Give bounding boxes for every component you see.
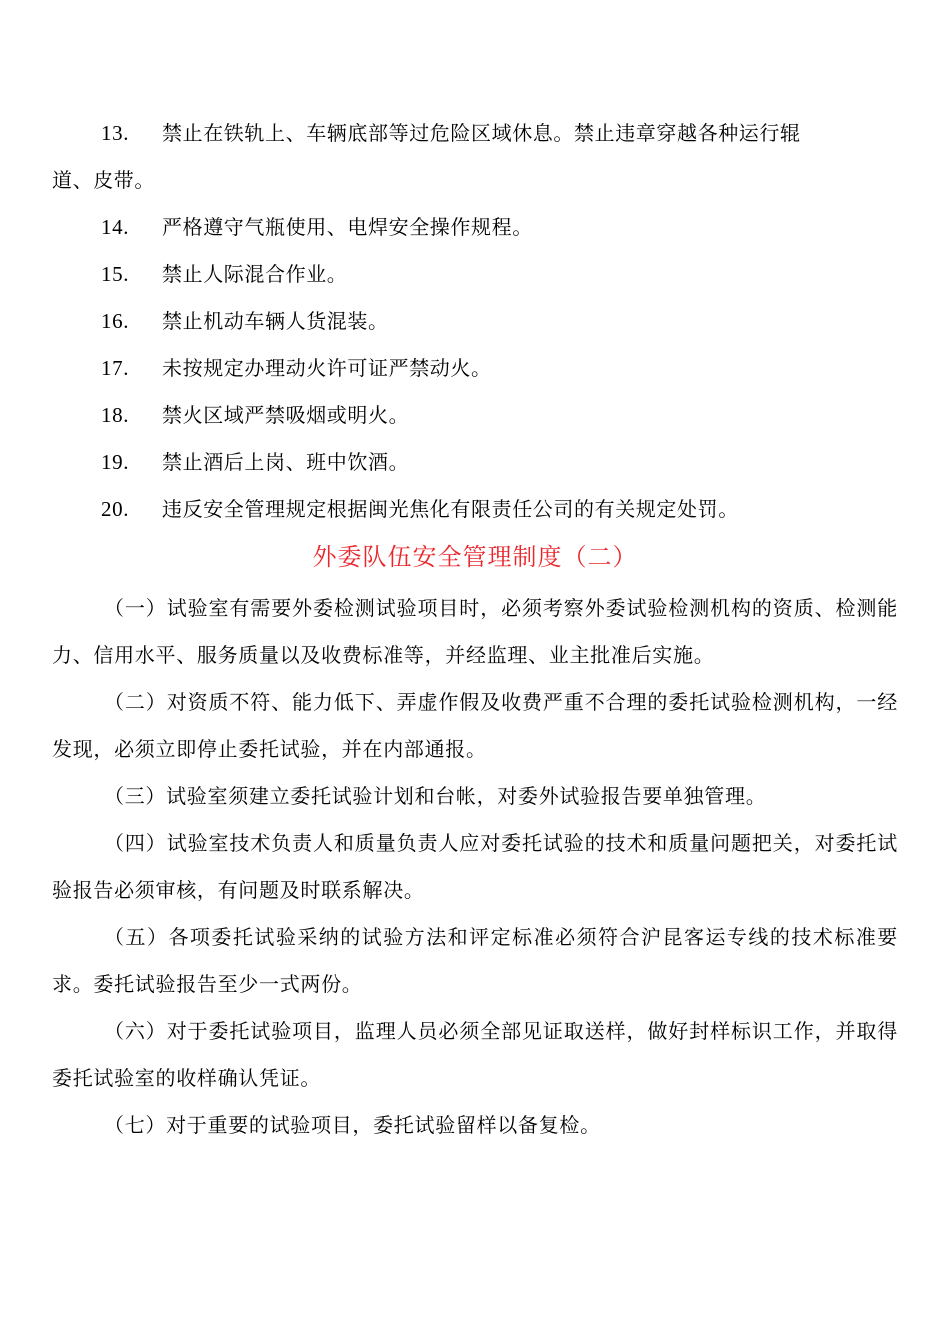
rule-item-18	[52, 392, 898, 439]
rule-text: 违反安全管理规定根据闽光焦化有限责任公司的有关规定处罚。	[162, 497, 739, 521]
document-body	[52, 110, 898, 1149]
regulation-paragraph-5: （五）各项委托试验采纳的试验方法和评定标准必须符合沪昆客运专线的技术标准要求。委托试验报告至少一式两份。	[52, 925, 898, 996]
rule-number: 19.	[101, 450, 130, 474]
rule-number: 17.	[101, 356, 130, 380]
rule-text: 严格遵守气瓶使用、电焊安全操作规程。	[162, 215, 533, 239]
rule-text-continuation: 道、皮带。	[52, 168, 155, 192]
rule-text: 禁止机动车辆人货混装。	[162, 309, 389, 333]
rule-item-19	[52, 439, 898, 486]
regulation-paragraph-4: （四）试验室技术负责人和质量负责人应对委托试验的技术和质量问题把关，对委托试验报告必须审核，有问题及时联系解决。	[52, 831, 898, 902]
regulation-paragraph-7: （七）对于重要的试验项目，委托试验留样以备复检。	[104, 1113, 601, 1137]
rule-text: 禁止酒后上岗、班中饮酒。	[162, 450, 410, 474]
rule-item-16	[52, 298, 898, 345]
rule-item-13	[52, 110, 898, 204]
rule-number: 15.	[101, 262, 130, 286]
rule-item-14	[52, 204, 898, 251]
rule-number: 14.	[101, 215, 130, 239]
rule-item-17	[52, 345, 898, 392]
regulation-paragraph-2: （二）对资质不符、能力低下、弄虚作假及收费严重不合理的委托试验检测机构，一经发现，必须立即停止委托试验，并在内部通报。	[52, 690, 898, 761]
rule-text: 禁止人际混合作业。	[162, 262, 348, 286]
rule-text: 禁火区域严禁吸烟或明火。	[162, 403, 410, 427]
rule-number: 18.	[101, 403, 130, 427]
rule-text: 未按规定办理动火许可证严禁动火。	[162, 356, 492, 380]
regulation-paragraph-3: （三）试验室须建立委托试验计划和台帐，对委外试验报告要单独管理。	[104, 784, 767, 808]
regulation-paragraph-6: （六）对于委托试验项目，监理人员必须全部见证取送样，做好封样标识工作，并取得委托试验室的收样确认凭证。	[52, 1019, 898, 1090]
rule-item-20	[52, 486, 898, 533]
regulation-paragraph-1: （一）试验室有需要外委检测试验项目时，必须考察外委试验检测机构的资质、检测能力、信用水平、服务质量以及收费标准等，并经监理、业主批准后实施。	[52, 596, 898, 667]
section-title: 外委队伍安全管理制度（二）	[312, 543, 638, 571]
rule-number: 16.	[101, 309, 130, 333]
rule-number: 13.	[101, 121, 130, 145]
rule-item-15	[52, 251, 898, 298]
rule-number: 20.	[101, 497, 130, 521]
rule-text: 禁止在铁轨上、车辆底部等过危险区域休息。禁止违章穿越各种运行辊	[162, 121, 801, 145]
